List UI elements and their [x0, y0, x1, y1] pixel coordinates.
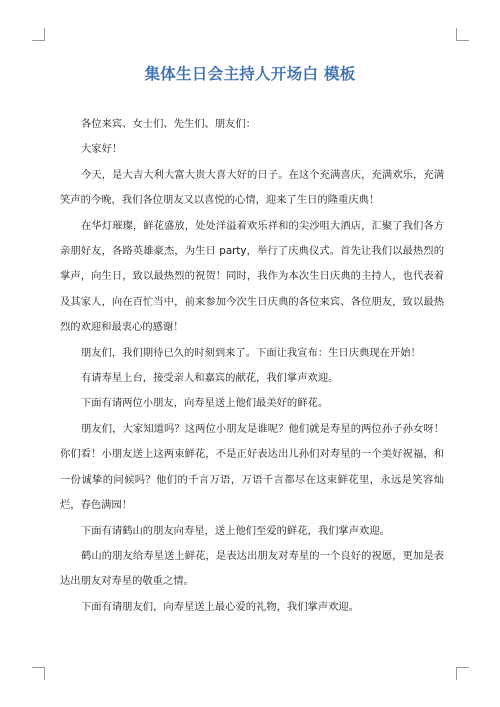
paragraph-greeting: 各位来宾、女士们、先生们、朋友们： [81, 118, 257, 130]
crop-mark-top-right [456, 28, 469, 41]
crop-mark-top-left [32, 28, 45, 41]
paragraph-children-flowers: 下面有请两位小朋友，向寿星送上他们最美好的鲜花。 [81, 397, 329, 410]
document-title: 集体生日会主持人开场白 模板 [144, 65, 356, 83]
paragraph-grandchildren: 朋友们，大家知道吗？这两位小朋友是谁呢？他们就是寿星的两位孙子孙女呀！你们看！小朋友送上这两束鲜花，不是正好表达出儿孙们对寿星的一个美好祝福，和一份诚挚的问候吗？他们的千言万语，万语千言都尽在这束鲜花里，永远是笑容灿烂，春色满园！ [60, 422, 444, 512]
paragraph-today: 今天，是大吉大利大富大贵大喜大好的日子。在这个充满喜庆，充满欢乐，充满笑声的今晚，我们各位朋友又以喜悦的心情，迎来了生日的隆重庆典！ [60, 168, 444, 207]
paragraph-gifts: 下面有请朋友们，向寿星送上最心爱的礼物，我们掌声欢迎。 [81, 600, 360, 613]
paragraph-birthday-star: 有请寿星上台，接受亲人和嘉宾的献花，我们掌声欢迎。 [81, 372, 339, 385]
document-body [60, 112, 444, 620]
paragraph-heshan-wishes: 鹤山的朋友给寿星送上鲜花，是表达出朋友对寿星的一个良好的祝愿，更加是表达出朋友对寿星的敬重之情。 [60, 549, 444, 588]
paragraph-heshan-friends: 下面有请鹤山的朋友向寿星，送上他们至爱的鲜花，我们掌声欢迎。 [81, 524, 390, 537]
paragraph-announce-start: 朋友们，我们期待已久的时刻到来了。下面让我宣布：生日庆典现在开始！ [81, 346, 421, 359]
paragraph-venue: 在华灯璀璨，鲜花盛放，处处洋溢着欢乐祥和的尖沙咀大酒店，汇聚了我们各方亲朋好友，各路英雄豪杰，为生日 party，举行了庆典仪式。首先让我们以最热烈的掌声，向生日，致以最热烈的祝贺！同时，我作为本次生日庆典的主持人，也代表着及其家人，向在百忙当中，前来参加今次生日庆典的各位来宾、各位朋友，致以最热烈的欢迎和最衷心的感谢！ [60, 219, 444, 334]
crop-mark-bottom-right [456, 667, 469, 680]
crop-mark-bottom-left [32, 667, 45, 680]
paragraph-hello: 大家好！ [81, 143, 123, 156]
